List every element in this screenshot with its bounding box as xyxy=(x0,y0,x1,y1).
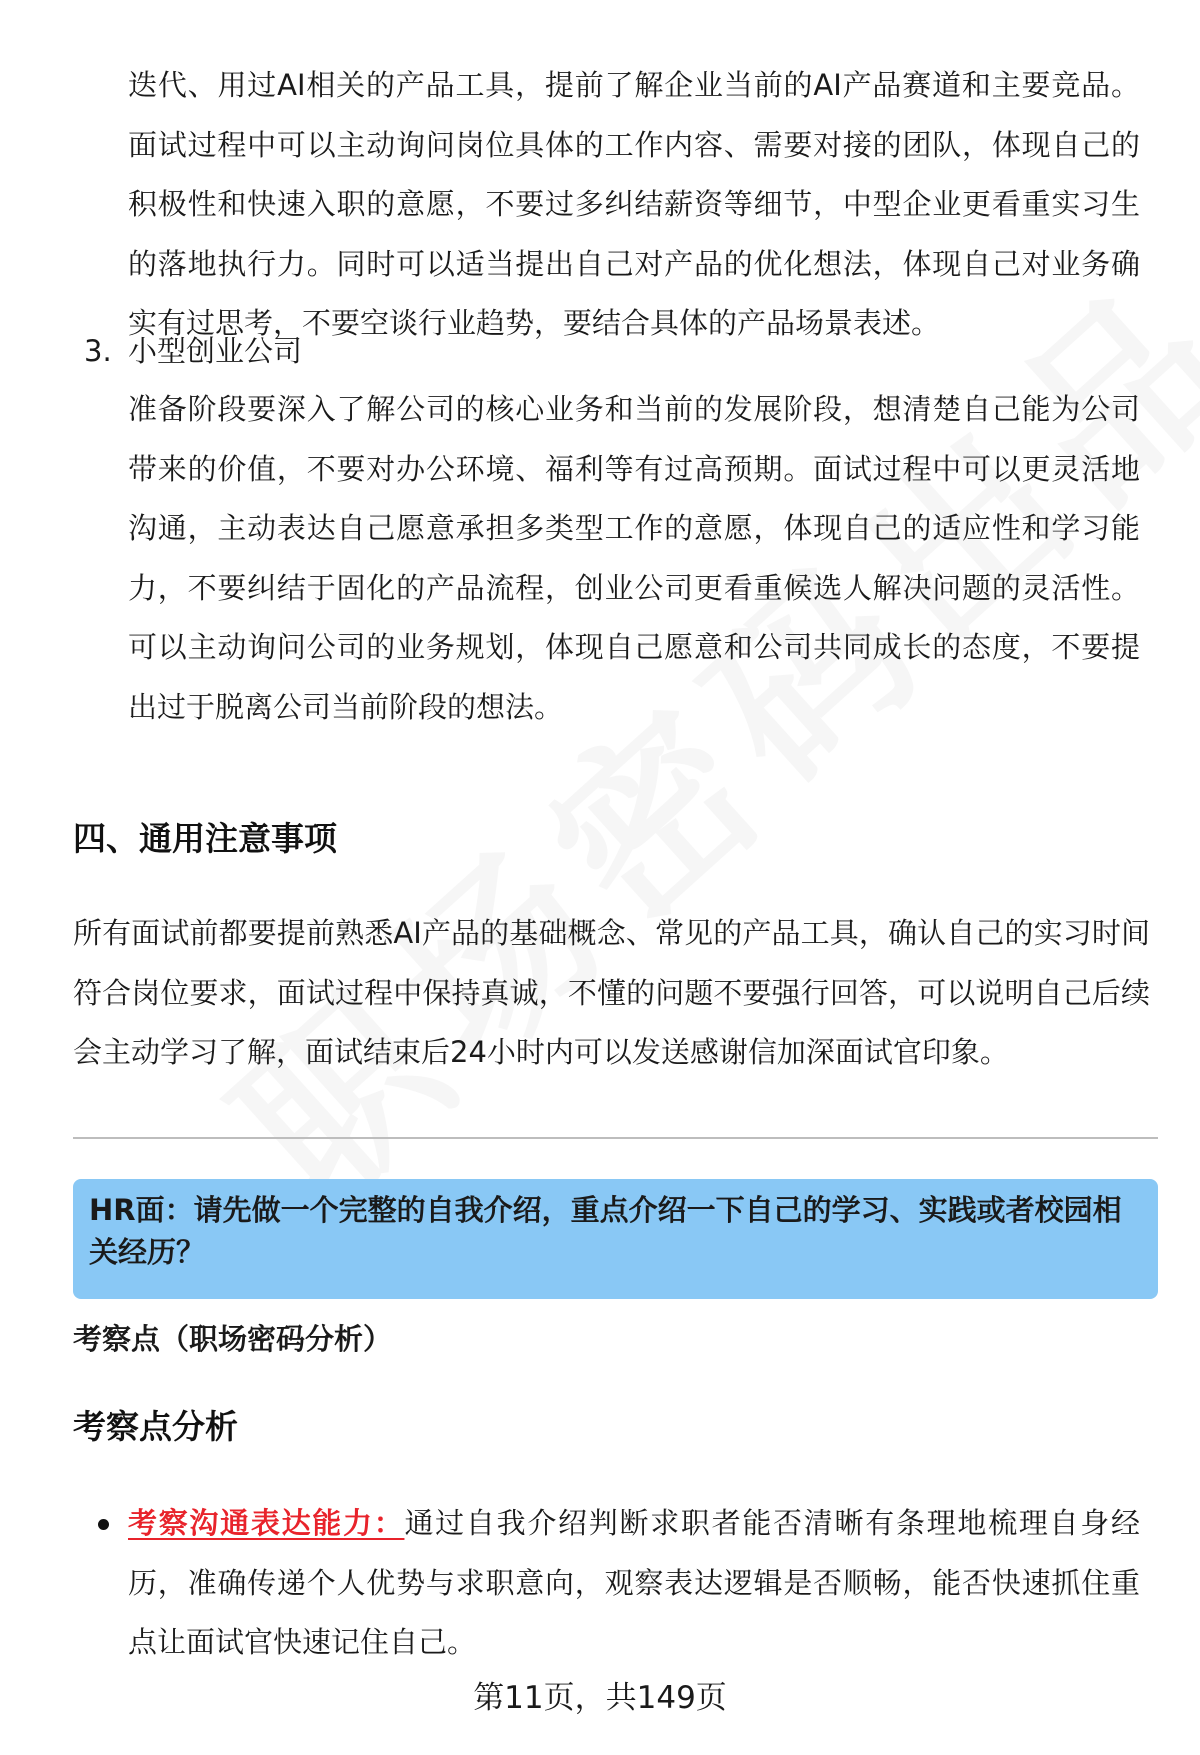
analysis-heading: 考察点分析 xyxy=(73,1407,238,1446)
question-sub-heading: 考察点（职场密码分析） xyxy=(73,1322,393,1356)
question-text: HR面：请先做一个完整的自我介绍，重点介绍一下自己的学习、实践或者校园相关经历？ xyxy=(89,1193,1122,1269)
page-number: 第11页，共149页 xyxy=(473,1680,727,1716)
list-item-title: 小型创业公司 xyxy=(128,334,303,368)
bullet-label: 考察沟通表达能力： xyxy=(128,1506,405,1540)
continued-paragraph: 迭代、用过AI相关的产品工具，提前了解企业当前的AI产品赛道和主要竞品。面试过程中可以主动询问岗位具体的工作内容、需要对接的团队，体现自己的积极性和快速入职的意愿，不要过多纠结薪资等细节，中型企业更看重实习生的落地执行力。同时可以适当提出自己对产品的优化想法，体现自己对业务确实有过思考，不要空谈行业趋势，要结合具体的产品场景表述。 xyxy=(128,68,1140,341)
question-box xyxy=(73,1179,1158,1299)
bullet-text: 通过自我介绍判断求职者能否清晰有条理地梳理自身经历，准确传递个人优势与求职意向，观察表达逻辑是否顺畅，能否快速抓住重点让面试官快速记住自己。 xyxy=(128,1506,1140,1660)
bullet-paragraph xyxy=(128,1494,1140,1673)
list-item-paragraph: 准备阶段要深入了解公司的核心业务和当前的发展阶段，想清楚自己能为公司带来的价值，不要对办公环境、福利等有过高预期。面试过程中可以更灵活地沟通，主动表达自己愿意承担多类型工作的意愿，体现自己的适应性和学习能力，不要纠结于固化的产品流程，创业公司更看重候选人解决问题的灵活性。可以主动询问公司的业务规划，体现自己愿意和公司共同成长的态度，不要提出过于脱离公司当前阶段的想法。 xyxy=(128,392,1140,724)
section-heading: 四、通用注意事项 xyxy=(73,819,337,858)
list-item-number: 3. xyxy=(84,334,112,368)
section-paragraph: 所有面试前都要提前熟悉AI产品的基础概念、常见的产品工具，确认自己的实习时间符合岗位要求，面试过程中保持真诚，不懂的问题不要强行回答，可以说明自己后续会主动学习了解，面试结束后24小时内可以发送感谢信加深面试官印象。 xyxy=(73,916,1150,1070)
bullet-icon xyxy=(98,1519,109,1530)
divider xyxy=(73,1137,1158,1139)
